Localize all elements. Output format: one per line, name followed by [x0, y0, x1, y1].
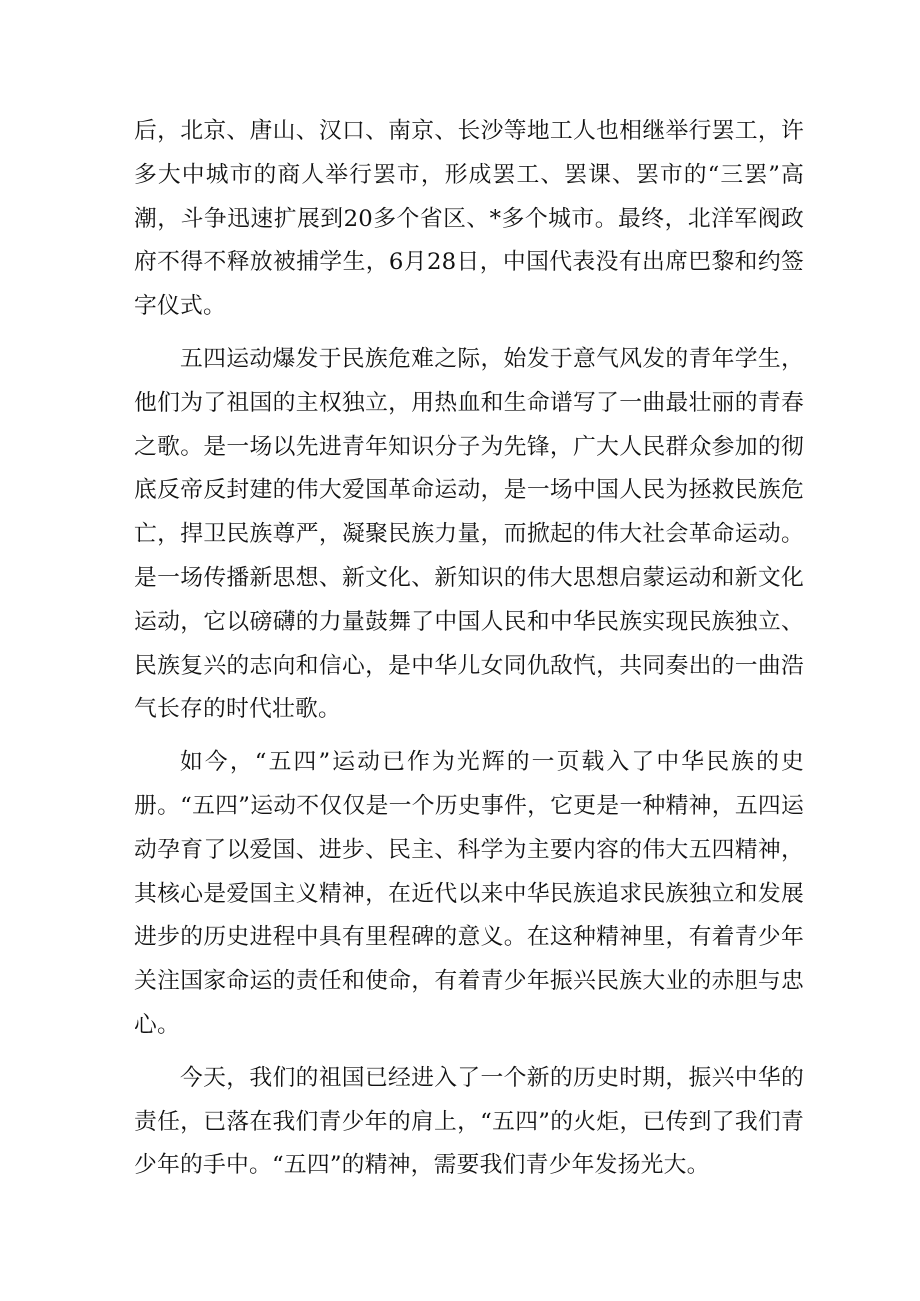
document-body	[134, 110, 804, 1188]
paragraph-2: 五四运动爆发于民族危难之际，始发于意气风发的青年学生，他们为了祖国的主权独立，用热血和生命谱写了一曲最壮丽的青春之歌。是一场以先进青年知识分子为先锋，广大人民群众参加的彻底反帝反封建的伟大爱国革命运动，是一场中国人民为拯救民族危亡，捍卫民族尊严，凝聚民族力量，而掀起的伟大社会革命运动。是一场传播新思想、新文化、新知识的伟大思想启蒙运动和新文化运动，它以磅礴的力量鼓舞了中国人民和中华民族实现民族独立、民族复兴的志向和信心，是中华儿女同仇敌忾，共同奏出的一曲浩气长存的时代壮歌。	[134, 345, 804, 723]
paragraph-1: 后，北京、唐山、汉口、南京、长沙等地工人也相继举行罢工，许多大中城市的商人举行罢市，形成罢工、罢课、罢市的“三罢”高潮，斗争迅速扩展到20多个省区、*多个城市。最终，北洋军阀政府不得不释放被捕学生，6月28日，中国代表没有出席巴黎和约签字仪式。	[134, 118, 804, 320]
paragraph-4: 今天，我们的祖国已经进入了一个新的历史时期，振兴中华的责任，已落在我们青少年的肩上，“五四”的火炬，已传到了我们青少年的手中。“五四”的精神，需要我们青少年发扬光大。	[134, 1064, 804, 1179]
paragraph-3: 如今，“五四”运动已作为光辉的一页载入了中华民族的史册。“五四”运动不仅仅是一个历史事件，它更是一种精神，五四运动孕育了以爱国、进步、民主、科学为主要内容的伟大五四精神，其核心是爱国主义精神，在近代以来中华民族追求民族独立和发展进步的历史进程中具有里程碑的意义。在这种精神里，有着青少年关注国家命运的责任和使命，有着青少年振兴民族大业的赤胆与忠心。	[134, 749, 804, 1038]
